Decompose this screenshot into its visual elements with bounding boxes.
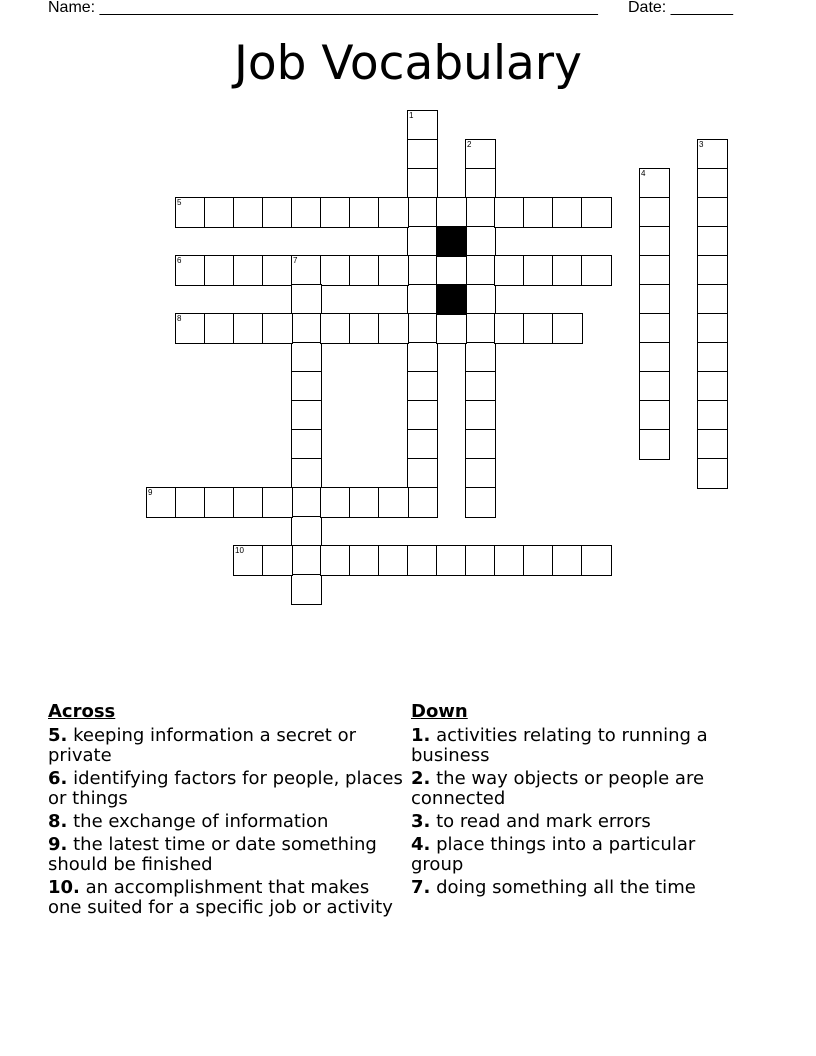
grid-cell[interactable] [407,313,438,344]
grid-cell[interactable] [639,168,670,199]
grid-cell[interactable] [291,313,322,344]
grid-cell[interactable] [378,255,409,286]
grid-cell[interactable] [175,255,206,286]
black-square [436,284,467,315]
grid-cell[interactable] [581,545,612,576]
grid-cell[interactable] [233,197,264,228]
grid-cell[interactable] [697,313,728,344]
grid-cell[interactable] [233,313,264,344]
grid-cell[interactable] [320,255,351,286]
grid-cell[interactable] [320,545,351,576]
grid-cell[interactable] [291,574,322,605]
grid-cell[interactable] [697,400,728,431]
across-heading: Across [48,701,116,722]
grid-cell[interactable] [407,545,438,576]
grid-cell[interactable] [407,226,438,257]
grid-cell[interactable] [233,487,264,518]
grid-cell[interactable] [262,197,293,228]
grid-cell[interactable] [407,371,438,402]
grid-cell[interactable] [175,313,206,344]
grid-cell[interactable] [320,313,351,344]
grid-cell[interactable] [494,197,525,228]
grid-cell[interactable] [291,429,322,460]
grid-cell[interactable] [175,487,206,518]
down-clues [411,701,741,901]
grid-cell[interactable] [407,139,438,170]
clue-down-7: 7. doing something all the time [411,877,696,898]
grid-cell[interactable] [291,371,322,402]
black-square [436,226,467,257]
grid-cell[interactable] [291,255,322,286]
grid-cell[interactable] [407,110,438,141]
grid-cell[interactable] [204,255,235,286]
clue-number: 3 [699,140,704,149]
grid-cell[interactable] [639,226,670,257]
grid-cell[interactable] [523,545,554,576]
grid-cell[interactable] [697,168,728,199]
grid-cell[interactable] [639,429,670,460]
clue-across-9: 9. the latest time or date something should be finished [48,834,377,875]
date-field-label: Date: _______ [628,0,733,16]
clue-down-1: 1. activities relating to running a business [411,725,708,766]
grid-cell[interactable] [146,487,177,518]
clue-number: 2 [467,140,472,149]
clue-down-4: 4. place things into a particular group [411,834,696,875]
grid-cell[interactable] [697,197,728,228]
grid-cell[interactable] [262,545,293,576]
clue-number: 9 [148,488,153,497]
grid-cell[interactable] [407,487,438,518]
name-field-label: Name: ________________________________________________________ [48,0,598,16]
grid-cell[interactable] [291,342,322,373]
grid-cell[interactable] [378,545,409,576]
grid-cell[interactable] [523,197,554,228]
grid-cell[interactable] [233,545,264,576]
grid-cell[interactable] [465,197,496,228]
grid-cell[interactable] [697,342,728,373]
grid-cell[interactable] [378,487,409,518]
grid-cell[interactable] [465,313,496,344]
grid-cell[interactable] [581,255,612,286]
page-title: Job Vocabulary [234,36,582,91]
clue-across-6: 6. identifying factors for people, places or things [48,768,403,809]
grid-cell[interactable] [436,545,467,576]
clue-number: 6 [177,256,182,265]
grid-cell[interactable] [465,139,496,170]
clue-number: 1 [409,111,414,120]
grid-cell[interactable] [378,313,409,344]
grid-cell[interactable] [436,197,467,228]
grid-cell[interactable] [697,429,728,460]
grid-cell[interactable] [552,313,583,344]
grid-cell[interactable] [581,197,612,228]
grid-cell[interactable] [494,255,525,286]
grid-cell[interactable] [407,168,438,199]
grid-cell[interactable] [639,342,670,373]
grid-cell[interactable] [465,458,496,489]
grid-cell[interactable] [407,400,438,431]
grid-cell[interactable] [465,342,496,373]
grid-cell[interactable] [291,545,322,576]
grid-cell[interactable] [494,313,525,344]
grid-cell[interactable] [552,545,583,576]
grid-cell[interactable] [175,197,206,228]
grid-cell[interactable] [291,516,322,547]
grid-cell[interactable] [262,487,293,518]
grid-cell[interactable] [378,197,409,228]
grid-cell[interactable] [697,458,728,489]
clue-down-3: 3. to read and mark errors [411,811,651,832]
grid-cell[interactable] [697,226,728,257]
clue-number: 10 [235,546,244,555]
grid-cell[interactable] [262,313,293,344]
clue-number: 4 [641,169,646,178]
grid-cell[interactable] [436,313,467,344]
clue-number: 8 [177,314,182,323]
grid-cell[interactable] [639,197,670,228]
grid-cell[interactable] [494,545,525,576]
across-clues [48,701,408,921]
grid-cell[interactable] [204,313,235,344]
grid-cell[interactable] [320,487,351,518]
grid-cell[interactable] [407,255,438,286]
grid-cell[interactable] [233,255,264,286]
grid-cell[interactable] [465,545,496,576]
grid-cell[interactable] [465,429,496,460]
grid-cell[interactable] [349,545,380,576]
grid-cell[interactable] [204,487,235,518]
grid-cell[interactable] [523,313,554,344]
grid-cell[interactable] [465,168,496,199]
grid-cell[interactable] [465,284,496,315]
grid-cell[interactable] [349,487,380,518]
grid-cell[interactable] [697,255,728,286]
grid-cell[interactable] [291,197,322,228]
grid-cell[interactable] [407,342,438,373]
grid-cell[interactable] [407,429,438,460]
grid-cell[interactable] [436,255,467,286]
grid-cell[interactable] [291,400,322,431]
grid-cell[interactable] [465,400,496,431]
grid-cell[interactable] [349,255,380,286]
grid-cell[interactable] [465,487,496,518]
grid-cell[interactable] [639,313,670,344]
clue-across-10: 10. an accomplishment that makes one suited for a specific job or activity [48,877,393,918]
clue-across-8: 8. the exchange of information [48,811,329,832]
clue-number: 7 [293,256,298,265]
grid-cell[interactable] [349,313,380,344]
grid-cell[interactable] [465,371,496,402]
grid-cell[interactable] [552,255,583,286]
clue-number: 5 [177,198,182,207]
grid-cell[interactable] [697,284,728,315]
grid-cell[interactable] [639,371,670,402]
grid-cell[interactable] [639,255,670,286]
down-heading: Down [411,701,468,722]
grid-cell[interactable] [291,487,322,518]
grid-cell[interactable] [204,197,235,228]
grid-cell[interactable] [465,226,496,257]
grid-cell[interactable] [697,371,728,402]
grid-cell[interactable] [291,284,322,315]
clue-across-5: 5. keeping information a secret or private [48,725,356,766]
grid-cell[interactable] [552,197,583,228]
grid-cell[interactable] [407,197,438,228]
grid-cell[interactable] [320,197,351,228]
grid-cell[interactable] [291,458,322,489]
grid-cell[interactable] [639,400,670,431]
grid-cell[interactable] [697,139,728,170]
grid-cell[interactable] [639,284,670,315]
grid-cell[interactable] [407,458,438,489]
grid-cell[interactable] [349,197,380,228]
grid-cell[interactable] [262,255,293,286]
grid-cell[interactable] [465,255,496,286]
grid-cell[interactable] [407,284,438,315]
clue-down-2: 2. the way objects or people are connected [411,768,705,809]
grid-cell[interactable] [523,255,554,286]
